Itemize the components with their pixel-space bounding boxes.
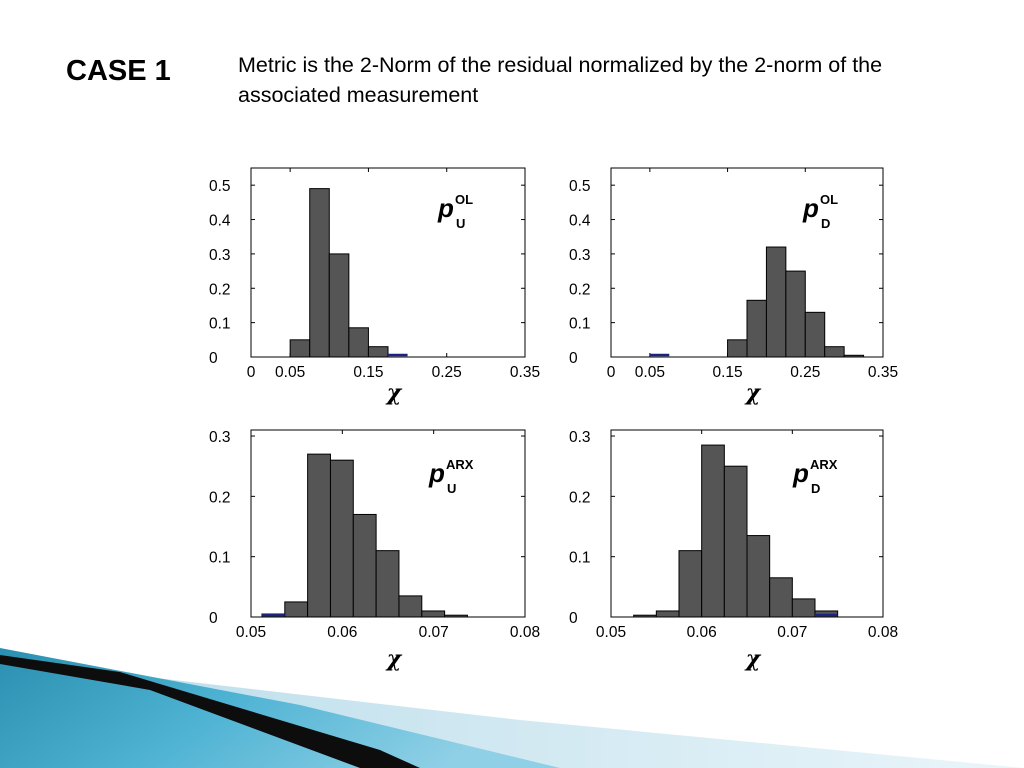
y-tick-label: 0.3 [569, 429, 591, 447]
y-tick-label: 0.2 [209, 489, 231, 507]
case-title: CASE 1 [66, 55, 171, 87]
slide-description: Metric is the 2-Norm of the residual normalized by the 2-norm of the associated measurement [238, 53, 883, 107]
x-tick-label: 0.35 [509, 364, 541, 381]
x-tick-label: 0 [606, 364, 616, 381]
x-tick-label: 0.25 [790, 364, 821, 381]
y-tick-label: 0.3 [569, 246, 591, 264]
y-tick-label: 0.5 [209, 178, 231, 196]
y-tick-label: 0.1 [569, 549, 591, 567]
y-tick-label: 0.2 [569, 281, 591, 299]
y-tick-label: 0 [209, 350, 218, 367]
x-tick-label: 0.25 [431, 364, 462, 381]
y-tick-label: 0.4 [209, 212, 231, 230]
y-tick-label: 0.1 [209, 315, 231, 333]
p-label-subscript: U [447, 481, 457, 496]
x-tick-label: 0.08 [867, 624, 899, 641]
p-label-subscript: D [821, 216, 831, 231]
y-tick-label: 0.5 [569, 178, 591, 196]
p-label-subscript: D [811, 481, 821, 496]
x-tick-label: 0 [246, 364, 256, 381]
p-label-superscript: ARX [810, 457, 838, 472]
y-tick-label: 0.1 [209, 549, 231, 567]
y-tick-label: 0 [569, 350, 578, 367]
x-tick-label: 0.05 [275, 364, 306, 381]
x-axis-label: χ [745, 646, 761, 672]
p-label-main: p [793, 458, 809, 488]
x-tick-label: 0.15 [353, 364, 384, 381]
y-tick-label: 0.2 [569, 489, 591, 507]
x-tick-label: 0.08 [509, 624, 541, 641]
x-tick-label: 0.05 [634, 364, 665, 381]
x-tick-label: 0.35 [867, 364, 899, 381]
p-label-superscript: OL [455, 192, 474, 207]
x-axis-label: χ [745, 380, 761, 406]
y-tick-label: 0 [569, 610, 578, 627]
y-tick-label: 0.4 [569, 212, 591, 230]
x-tick-label: 0.07 [418, 624, 449, 641]
x-tick-label: 0.05 [595, 624, 627, 641]
y-tick-label: 0.2 [209, 281, 231, 299]
p-label-main: p [438, 193, 454, 223]
x-axis-label: χ [386, 646, 402, 672]
x-tick-label: 0.05 [235, 624, 267, 641]
p-label-subscript: U [456, 216, 466, 231]
y-tick-label: 0.1 [569, 315, 591, 333]
p-label-superscript: OL [820, 192, 839, 207]
decor-teal-band [0, 648, 560, 768]
x-axis-label: χ [386, 380, 402, 406]
x-tick-label: 0.15 [712, 364, 743, 381]
y-tick-label: 0.3 [209, 429, 231, 447]
x-tick-label: 0.06 [327, 624, 358, 641]
p-label-main: p [803, 193, 819, 223]
y-tick-label: 0 [209, 610, 218, 627]
x-tick-label: 0.06 [686, 624, 717, 641]
p-label-superscript: ARX [446, 457, 474, 472]
x-tick-label: 0.07 [777, 624, 808, 641]
p-label-main: p [429, 458, 445, 488]
y-tick-label: 0.3 [209, 246, 231, 264]
